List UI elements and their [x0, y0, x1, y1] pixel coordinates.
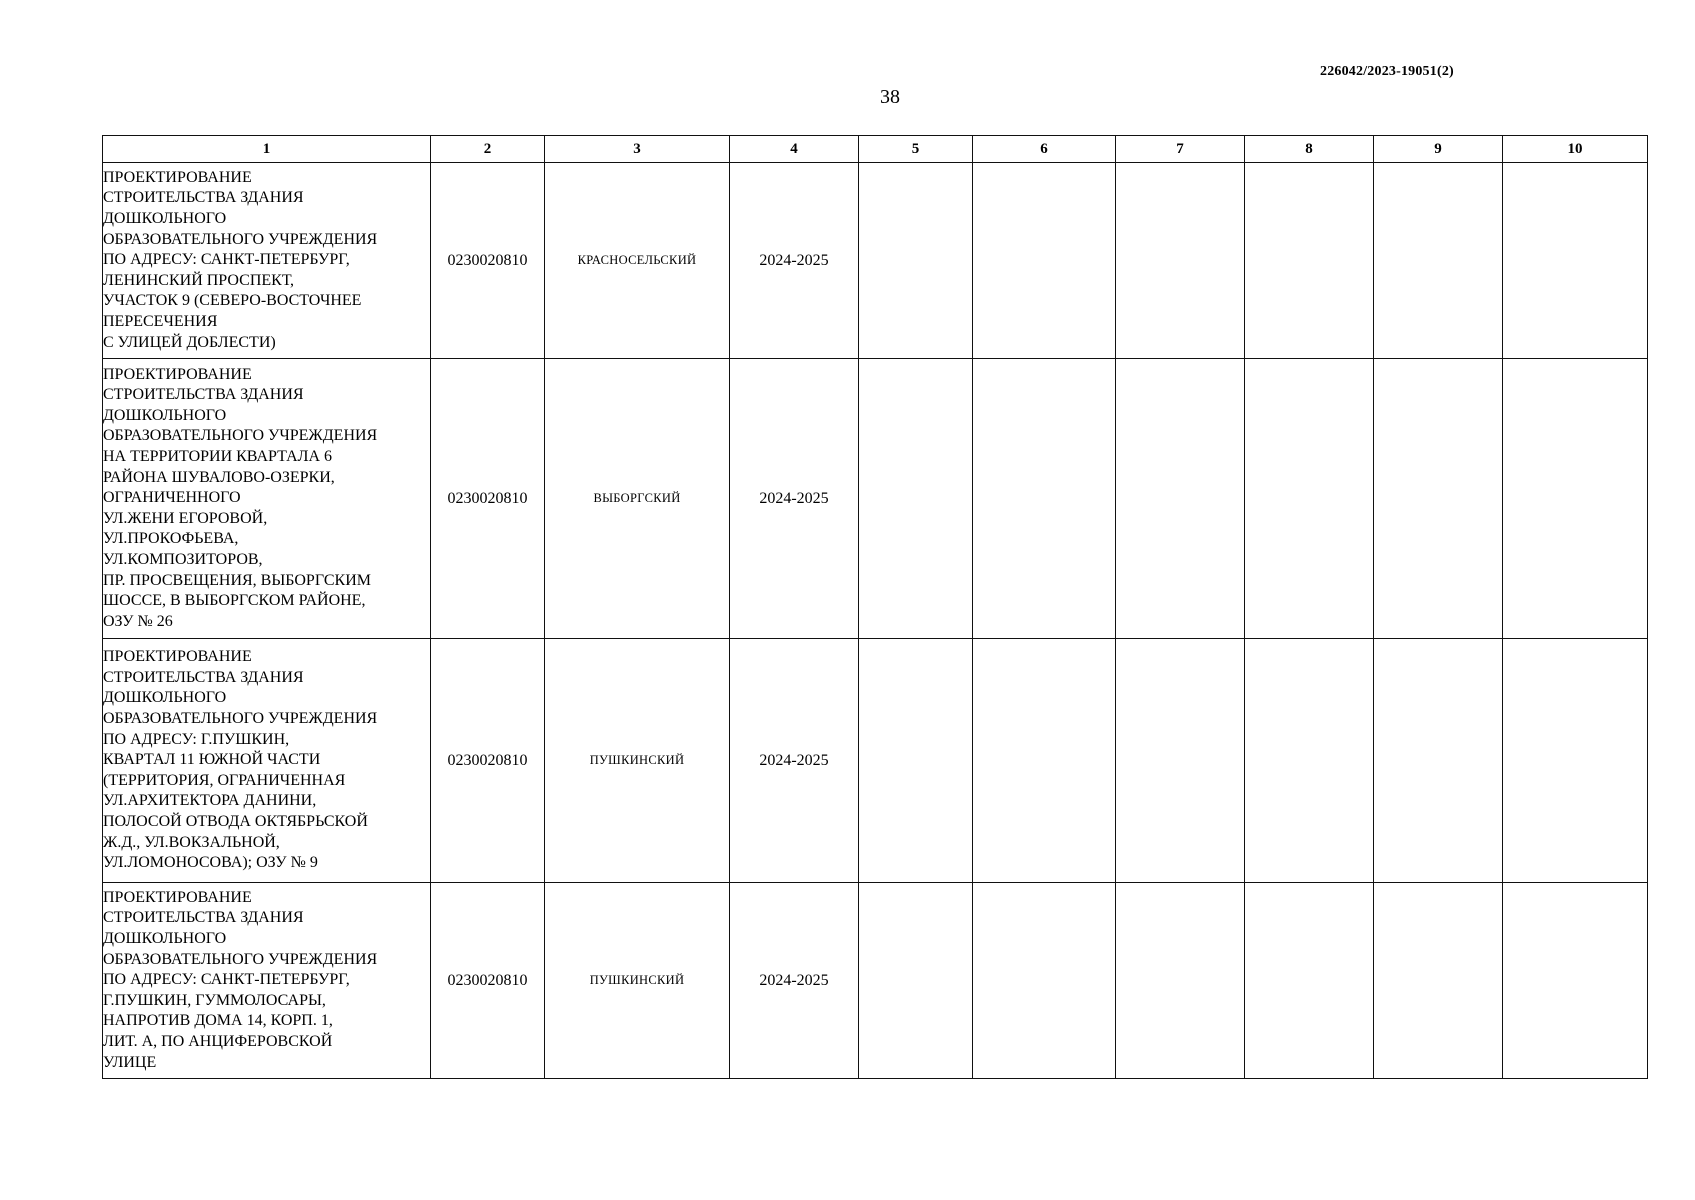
- table-row: [103, 883, 1648, 1079]
- empty-cell: [973, 359, 1116, 639]
- page-number: 38: [880, 86, 900, 108]
- object-name-cell: ПРОЕКТИРОВАНИЕ СТРОИТЕЛЬСТВА ЗДАНИЯ ДОШКОЛЬНОГО ОБРАЗОВАТЕЛЬНОГО УЧРЕЖДЕНИЯ НА ТЕРРИТОРИИ КВАРТАЛА 6 РАЙОНА ШУВАЛОВО-ОЗЕРКИ, ОГРАНИЧЕННОГО УЛ.ЖЕНИ ЕГОРОВОЙ, УЛ.ПРОКОФЬЕВА, УЛ.КОМПОЗИТОРОВ, ПР. ПРОСВЕЩЕНИЯ, ВЫБОРГСКИМ ШОССЕ, В ВЫБОРГСКОМ РАЙОНЕ, ОЗУ № 26: [103, 359, 431, 639]
- empty-cell: [973, 639, 1116, 883]
- empty-cell: [1116, 639, 1245, 883]
- district-cell: ПУШКИНСКИЙ: [545, 639, 730, 883]
- district-cell: ПУШКИНСКИЙ: [545, 883, 730, 1079]
- empty-cell: [1374, 163, 1503, 359]
- empty-cell: [1374, 883, 1503, 1079]
- period-cell: 2024-2025: [730, 163, 859, 359]
- empty-cell: [1503, 359, 1648, 639]
- empty-cell: [1116, 163, 1245, 359]
- code-cell: 0230020810: [431, 883, 545, 1079]
- object-name-cell: ПРОЕКТИРОВАНИЕ СТРОИТЕЛЬСТВА ЗДАНИЯ ДОШКОЛЬНОГО ОБРАЗОВАТЕЛЬНОГО УЧРЕЖДЕНИЯ ПО АДРЕСУ: САНКТ-ПЕТЕРБУРГ, Г.ПУШКИН, ГУММОЛОСАРЫ, НАПРОТИВ ДОМА 14, КОРП. 1, ЛИТ. А, ПО АНЦИФЕРОВСКОЙ УЛИЦЕ: [103, 883, 431, 1079]
- document-id: 226042/2023-19051(2): [1320, 64, 1454, 79]
- object-name-cell: ПРОЕКТИРОВАНИЕ СТРОИТЕЛЬСТВА ЗДАНИЯ ДОШКОЛЬНОГО ОБРАЗОВАТЕЛЬНОГО УЧРЕЖДЕНИЯ ПО АДРЕСУ: Г.ПУШКИН, КВАРТАЛ 11 ЮЖНОЙ ЧАСТИ (ТЕРРИТОРИЯ, ОГРАНИЧЕННАЯ УЛ.АРХИТЕКТОРА ДАНИНИ, ПОЛОСОЙ ОТВОДА ОКТЯБРЬСКОЙ Ж.Д., УЛ.ВОКЗАЛЬНОЙ, УЛ.ЛОМОНОСОВА); ОЗУ № 9: [103, 639, 431, 883]
- empty-cell: [1374, 639, 1503, 883]
- column-header: 3: [545, 136, 730, 163]
- code-cell: 0230020810: [431, 359, 545, 639]
- district-cell: КРАСНОСЕЛЬСКИЙ: [545, 163, 730, 359]
- column-header: 8: [1245, 136, 1374, 163]
- empty-cell: [859, 163, 973, 359]
- code-cell: 0230020810: [431, 639, 545, 883]
- column-header: 1: [103, 136, 431, 163]
- empty-cell: [1116, 359, 1245, 639]
- period-cell: 2024-2025: [730, 639, 859, 883]
- column-header: 2: [431, 136, 545, 163]
- object-name-cell: ПРОЕКТИРОВАНИЕ СТРОИТЕЛЬСТВА ЗДАНИЯ ДОШКОЛЬНОГО ОБРАЗОВАТЕЛЬНОГО УЧРЕЖДЕНИЯ ПО АДРЕСУ: САНКТ-ПЕТЕРБУРГ, ЛЕНИНСКИЙ ПРОСПЕКТ, УЧАСТОК 9 (СЕВЕРО-ВОСТОЧНЕЕ ПЕРЕСЕЧЕНИЯ С УЛИЦЕЙ ДОБЛЕСТИ): [103, 163, 431, 359]
- empty-cell: [1116, 883, 1245, 1079]
- empty-cell: [859, 639, 973, 883]
- empty-cell: [1245, 639, 1374, 883]
- district-cell: ВЫБОРГСКИЙ: [545, 359, 730, 639]
- empty-cell: [1245, 163, 1374, 359]
- period-cell: 2024-2025: [730, 359, 859, 639]
- table-row: [103, 163, 1648, 359]
- empty-cell: [1245, 359, 1374, 639]
- column-header: 9: [1374, 136, 1503, 163]
- empty-cell: [1245, 883, 1374, 1079]
- period-cell: 2024-2025: [730, 883, 859, 1079]
- table-row: [103, 359, 1648, 639]
- table-row: [103, 639, 1648, 883]
- code-cell: 0230020810: [431, 163, 545, 359]
- empty-cell: [1503, 163, 1648, 359]
- empty-cell: [973, 883, 1116, 1079]
- column-header: 5: [859, 136, 973, 163]
- empty-cell: [1374, 359, 1503, 639]
- empty-cell: [859, 359, 973, 639]
- column-header: 7: [1116, 136, 1245, 163]
- data-table: [102, 135, 1648, 1079]
- table-header-row: [103, 136, 1648, 163]
- empty-cell: [973, 163, 1116, 359]
- empty-cell: [1503, 639, 1648, 883]
- column-header: 10: [1503, 136, 1648, 163]
- column-header: 6: [973, 136, 1116, 163]
- column-header: 4: [730, 136, 859, 163]
- empty-cell: [859, 883, 973, 1079]
- empty-cell: [1503, 883, 1648, 1079]
